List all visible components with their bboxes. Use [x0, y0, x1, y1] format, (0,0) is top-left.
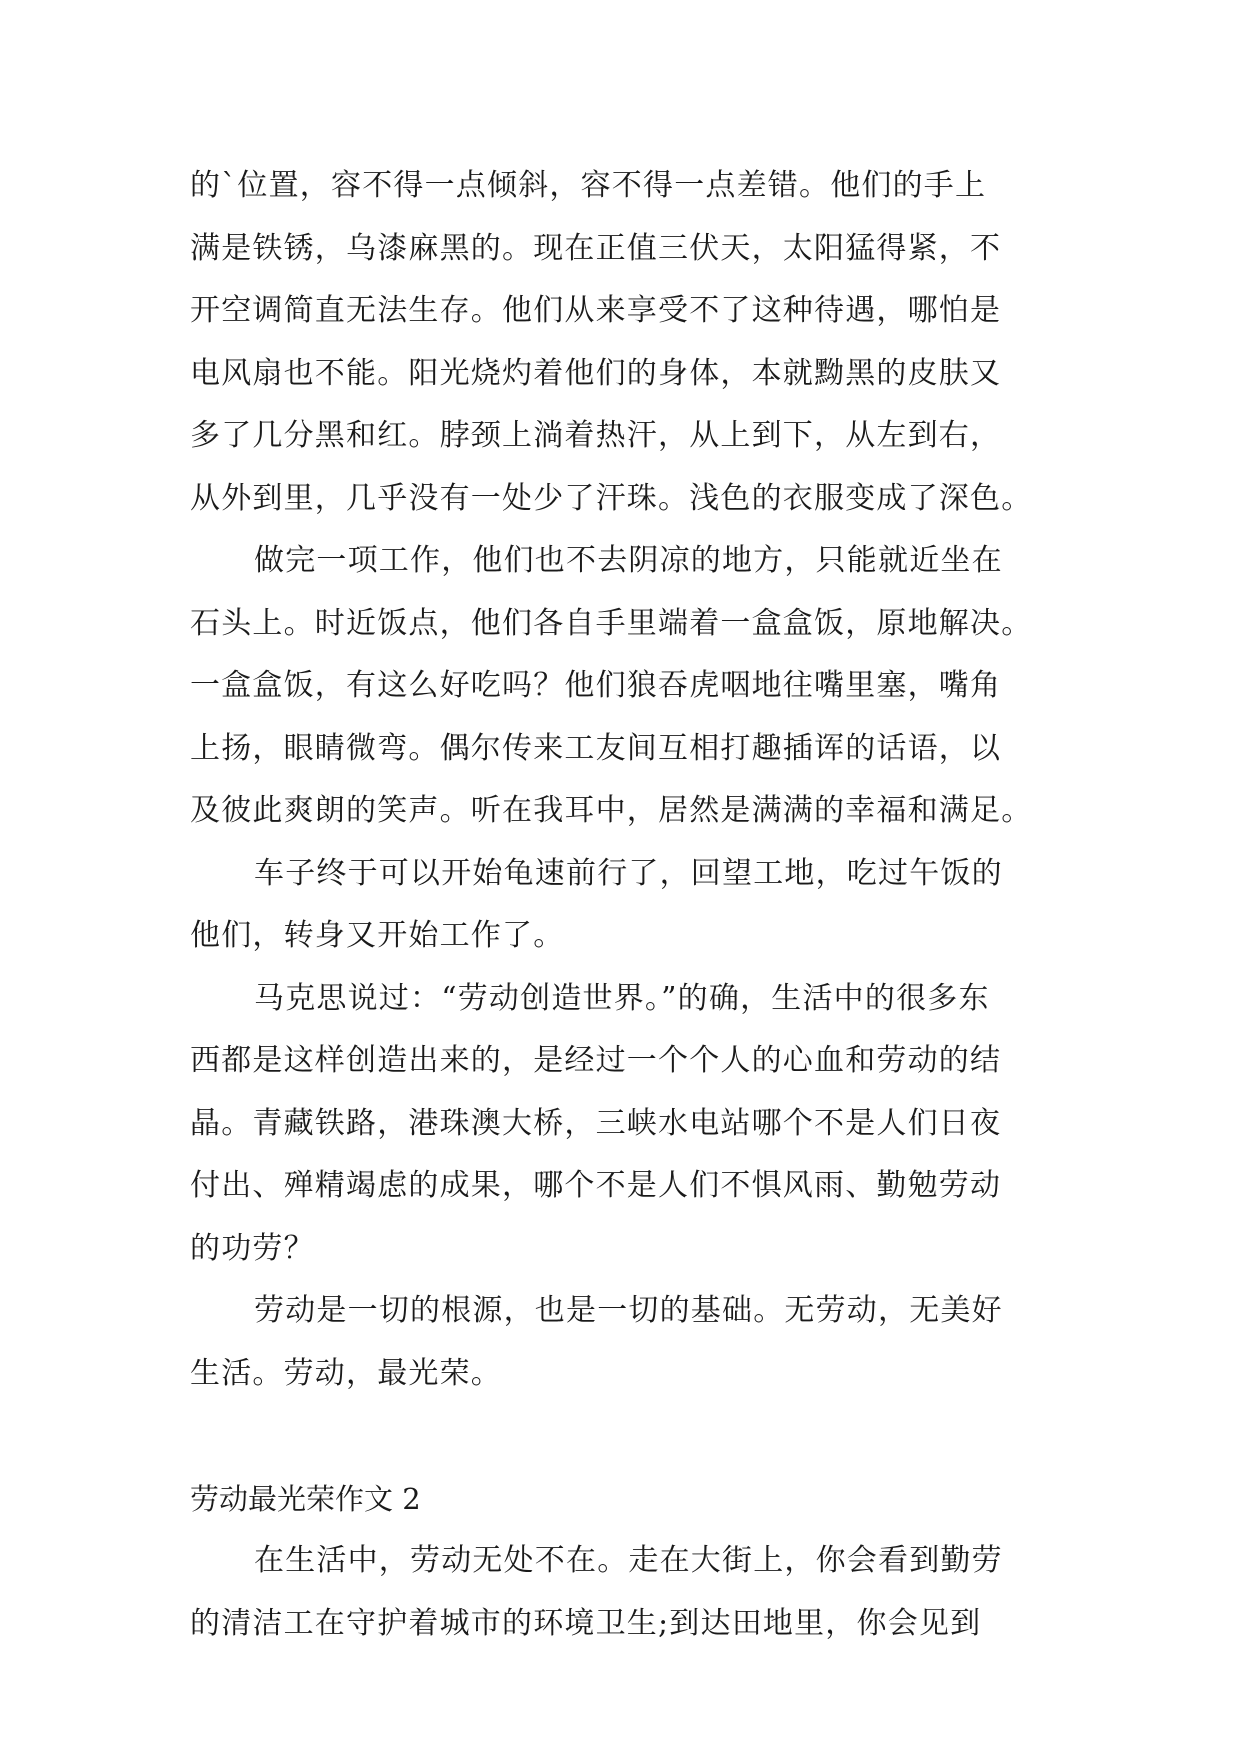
text-line: 做完一项工作，他们也不去阴凉的地方，只能就近坐在 — [254, 543, 1003, 578]
text-line: 电风扇也不能。阳光烧灼着他们的身体，本就黝黑的皮肤又 — [190, 355, 1002, 391]
text-line: 满是铁锈，乌漆麻黑的。现在正值三伏天，太阳猛得紧，不 — [190, 230, 1002, 266]
text-line: 付出、殚精竭虑的成果，哪个不是人们不惧风雨、勤勉劳动 — [190, 1168, 1002, 1203]
text-line: 西都是这样创造出来的，是经过一个个人的心血和劳动的结 — [190, 1043, 1002, 1078]
text-line: 劳动是一切的根源，也是一切的基础。无劳动，无美好 — [254, 1293, 1003, 1328]
text-line: 的功劳？ — [190, 1230, 315, 1266]
text-line: 他们，转身又开始工作了。 — [190, 918, 565, 953]
section-spacer — [190, 1405, 1050, 1468]
text-line: 晶。青藏铁路，港珠澳大桥，三峡水电站哪个不是人们日夜 — [190, 1105, 1002, 1141]
text-line: 在生活中，劳动无处不在。走在大街上，你会看到勤劳 — [254, 1543, 1003, 1578]
text-line: 从外到里，几乎没有一处少了汗珠。浅色的衣服变成了深色。 — [190, 480, 1033, 516]
text-line: 多了几分黑和红。脖颈上淌着热汗，从上到下，从左到右， — [190, 418, 1002, 453]
text-line: 马克思说过：“劳动创造世界。”的确，生活中的很多东 — [254, 980, 990, 1016]
text-line: 及彼此爽朗的笑声。听在我耳中，居然是满满的幸福和满足。 — [190, 793, 1033, 828]
paragraph — [190, 843, 1050, 968]
text-line: 上扬，眼睛微弯。偶尔传来工友间互相打趣插诨的话语，以 — [190, 730, 1002, 766]
text-line: 车子终于可以开始龟速前行了，回望工地，吃过午饭的 — [254, 855, 1003, 891]
paragraph — [190, 530, 1050, 843]
text-line: 石头上。时近饭点，他们各自手里端着一盒盒饭，原地解决。 — [190, 605, 1033, 641]
text-line: 开空调简直无法生存。他们从来享受不了这种待遇，哪怕是 — [190, 293, 1002, 328]
section-title: 劳动最光荣作文 2 — [190, 1481, 421, 1516]
paragraph — [190, 1530, 1050, 1655]
text-line: 生活。劳动，最光荣。 — [190, 1355, 502, 1391]
text-line: 一盒盒饭，有这么好吃吗？他们狼吞虎咽地往嘴里塞，嘴角 — [190, 668, 1002, 703]
paragraph — [190, 155, 1050, 530]
document-page — [190, 155, 1050, 1655]
text-line: 的清洁工在守护着城市的环境卫生;到达田地里，你会见到 — [190, 1605, 982, 1641]
text-line: 的`位置，容不得一点倾斜，容不得一点差错。他们的手上 — [190, 168, 987, 203]
paragraph — [190, 1280, 1050, 1405]
paragraph — [190, 968, 1050, 1281]
